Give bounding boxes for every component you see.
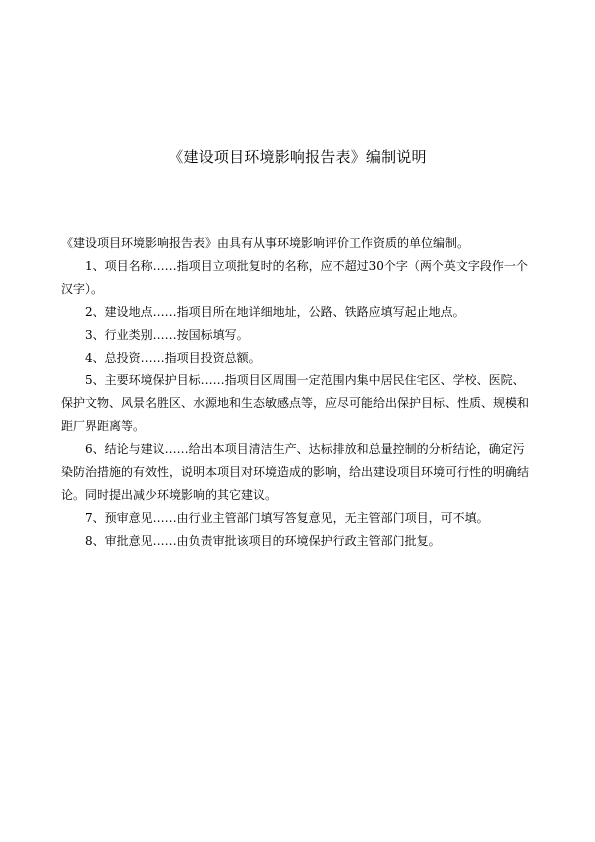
item-protection-targets: 5、主要环境保护目标……指项目区周围一定范围内集中居民住宅区、学校、医院、保护文物、风景名胜区、水源地和生态敏感点等，应尽可能给出保护目标、性质、规模和距厂界距离等。 (61, 373, 530, 434)
item-industry-category: 3、行业类别……按国标填写。 (85, 327, 249, 342)
item-approval: 8、审批意见……由负责审批该项目的环境保护行政主管部门批复。 (85, 533, 441, 548)
item-construction-site: 2、建设地点……指项目所在地详细地址，公路、铁路应填写起止地点。 (85, 304, 465, 319)
item-project-name: 1、项目名称……指项目立项批复时的名称，应不超过30个字（两个英文字段作一个汉字）。 (61, 258, 528, 296)
document-title: 《建设项目环境影响报告表》编制说明 (168, 148, 427, 166)
intro-paragraph: 《建设项目环境影响报告表》由具有从事环境影响评价工作资质的单位编制。 (61, 236, 470, 250)
document-body (61, 232, 535, 553)
item-pre-review: 7、预审意见……由行业主管部门填写答复意见，无主管部门项目，可不填。 (85, 510, 489, 525)
item-total-investment: 4、总投资……指项目投资总额。 (85, 350, 261, 365)
item-conclusions: 6、结论与建议……给出本项目清洁生产、达标排放和总量控制的分析结论，确定污染防治措施的有效性，说明本项目对环境造成的影响，给出建设项目环境可行性的明确结论。同时提出减少环境影响的其它建议。 (61, 442, 530, 502)
